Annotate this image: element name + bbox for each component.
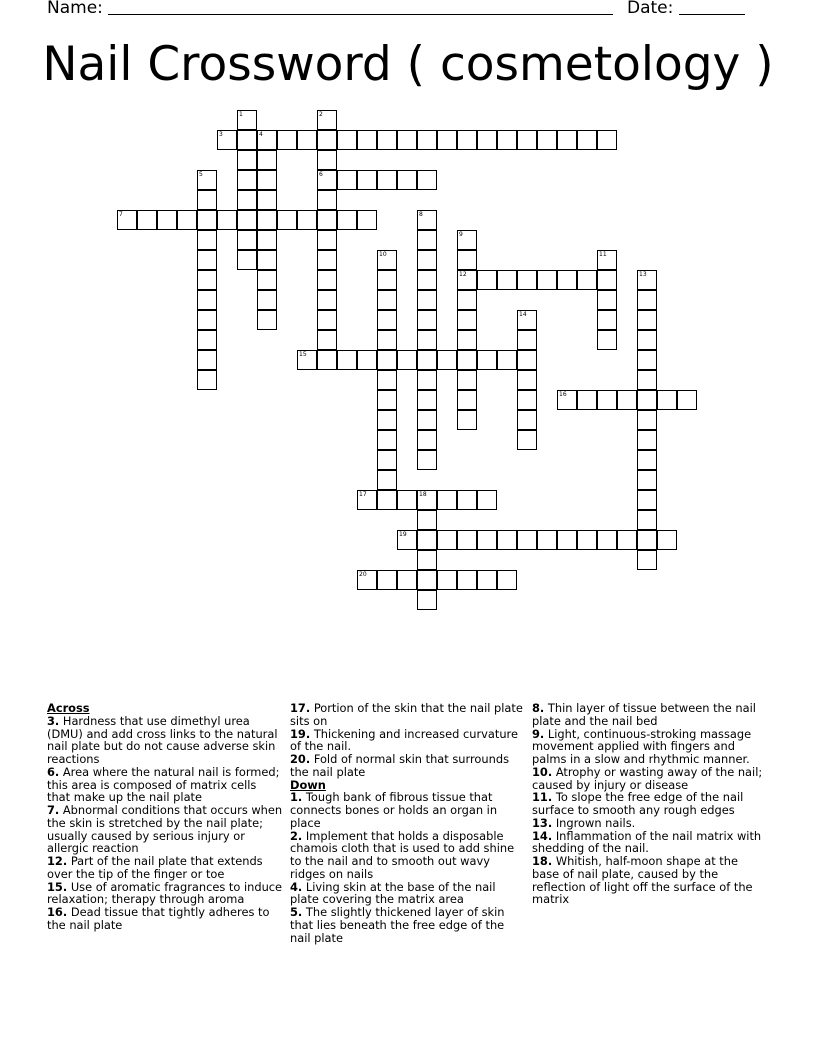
crossword-cell[interactable] xyxy=(637,490,657,510)
crossword-cell[interactable] xyxy=(417,130,437,150)
crossword-cell[interactable] xyxy=(197,330,217,350)
crossword-cell[interactable] xyxy=(377,250,397,270)
crossword-cell[interactable] xyxy=(417,290,437,310)
clue-number: 10 xyxy=(379,251,387,258)
crossword-cell[interactable] xyxy=(417,210,437,230)
crossword-cell[interactable] xyxy=(417,530,437,550)
crossword-cell[interactable] xyxy=(217,210,237,230)
crossword-cell[interactable] xyxy=(457,490,477,510)
crossword-cell[interactable] xyxy=(417,270,437,290)
crossword-cell[interactable] xyxy=(317,130,337,150)
crossword-cell[interactable] xyxy=(257,150,277,170)
crossword-cell[interactable] xyxy=(197,370,217,390)
down-clue: 4. Living skin at the base of the nail plate covering the matrix area xyxy=(290,879,496,907)
down-clue: 5. The slightly thickened layer of skin that lies beneath the free edge of the nail plate xyxy=(290,905,505,945)
crossword-cell[interactable] xyxy=(457,530,477,550)
crossword-cell[interactable] xyxy=(477,530,497,550)
crossword-cell[interactable] xyxy=(557,130,577,150)
across-heading: Across xyxy=(47,701,90,715)
crossword-cell[interactable] xyxy=(257,130,277,150)
crossword-cell[interactable] xyxy=(397,570,417,590)
down-clue: 1. Tough bank of fibrous tissue that connects bones or holds an organ in place xyxy=(290,790,498,830)
clue-number: 5 xyxy=(199,171,203,178)
crossword-cell[interactable] xyxy=(417,490,437,510)
crossword-cell[interactable] xyxy=(477,490,497,510)
crossword-cell[interactable] xyxy=(637,510,657,530)
crossword-cell[interactable] xyxy=(437,130,457,150)
crossword-cell[interactable] xyxy=(637,330,657,350)
crossword-cell[interactable] xyxy=(477,350,497,370)
clue-number: 16 xyxy=(559,391,567,398)
crossword-cell[interactable] xyxy=(277,210,297,230)
clue-number: 11 xyxy=(599,251,607,258)
crossword-cell[interactable] xyxy=(457,310,477,330)
clue-number: 7 xyxy=(119,211,123,218)
crossword-cell[interactable] xyxy=(457,230,477,250)
crossword-cell[interactable] xyxy=(457,130,477,150)
clue-number: 19 xyxy=(399,531,407,538)
crossword-cell[interactable] xyxy=(337,210,357,230)
crossword-cell[interactable] xyxy=(557,530,577,550)
crossword-cell[interactable] xyxy=(517,390,537,410)
clue-number: 13 xyxy=(639,271,647,278)
crossword-cell[interactable] xyxy=(377,270,397,290)
crossword-cell[interactable] xyxy=(517,370,537,390)
crossword-cell[interactable] xyxy=(417,450,437,470)
crossword-cell[interactable] xyxy=(517,530,537,550)
crossword-cell[interactable] xyxy=(597,130,617,150)
crossword-cell[interactable] xyxy=(477,130,497,150)
across-clue: 15. Use of aromatic fragrances to induce relaxation; therapy through aroma xyxy=(47,879,283,907)
crossword-cell[interactable] xyxy=(317,250,337,270)
crossword-cell[interactable] xyxy=(377,290,397,310)
crossword-cell[interactable] xyxy=(537,270,557,290)
crossword-cell[interactable] xyxy=(477,570,497,590)
crossword-cell[interactable] xyxy=(457,270,477,290)
crossword-cell[interactable] xyxy=(517,410,537,430)
crossword-cell[interactable] xyxy=(417,410,437,430)
across-clue: 3. Hardness that use dimethyl urea (DMU) and add cross links to the natural nail plate but do not cause adverse skin reactions xyxy=(47,713,278,766)
crossword-cell[interactable] xyxy=(417,430,437,450)
clue-number: 18 xyxy=(419,491,427,498)
crossword-cell[interactable] xyxy=(317,270,337,290)
down-clue: 2. Implement that holds a disposable chamois cloth that is used to add shine to the nail and to smooth out wavy ridges on nails xyxy=(290,828,515,881)
crossword-cell[interactable] xyxy=(357,490,377,510)
across-clue: 20. Fold of normal skin that surrounds the nail plate xyxy=(290,752,510,779)
crossword-cell[interactable] xyxy=(377,370,397,390)
down-clue: 13. Ingrown nails. xyxy=(532,815,636,830)
crossword-cell[interactable] xyxy=(597,390,617,410)
across-clue: 7. Abnormal conditions that occurs when the skin is stretched by the nail plate; usually caused by serious injury or allergic reaction xyxy=(47,803,283,856)
crossword-cell[interactable] xyxy=(537,530,557,550)
crossword-cell[interactable] xyxy=(597,530,617,550)
crossword-cell[interactable] xyxy=(397,350,417,370)
crossword-cell[interactable] xyxy=(317,210,337,230)
crossword-cell[interactable] xyxy=(597,330,617,350)
crossword-cell[interactable] xyxy=(197,290,217,310)
crossword-cell[interactable] xyxy=(417,570,437,590)
crossword-cell[interactable] xyxy=(437,350,457,370)
crossword-cell[interactable] xyxy=(537,130,557,150)
crossword-cell[interactable] xyxy=(377,410,397,430)
crossword-cell[interactable] xyxy=(237,190,257,210)
crossword-cell[interactable] xyxy=(237,250,257,270)
crossword-cell[interactable] xyxy=(317,170,337,190)
crossword-cell[interactable] xyxy=(457,370,477,390)
clue-number: 14 xyxy=(519,311,527,318)
crossword-cell[interactable] xyxy=(337,130,357,150)
crossword-cell[interactable] xyxy=(497,130,517,150)
crossword-cell[interactable] xyxy=(317,150,337,170)
crossword-cell[interactable] xyxy=(317,330,337,350)
crossword-cell[interactable] xyxy=(417,330,437,350)
date-line[interactable] xyxy=(679,0,745,15)
crossword-cell[interactable] xyxy=(197,190,217,210)
crossword-cell[interactable] xyxy=(317,290,337,310)
date-field[interactable] xyxy=(627,0,745,18)
crossword-cell[interactable] xyxy=(517,330,537,350)
crossword-cell[interactable] xyxy=(637,390,657,410)
crossword-cell[interactable] xyxy=(397,530,417,550)
crossword-cell[interactable] xyxy=(317,350,337,370)
crossword-cell[interactable] xyxy=(557,270,577,290)
crossword-cell[interactable] xyxy=(237,150,257,170)
crossword-cell[interactable] xyxy=(517,430,537,450)
crossword-cell[interactable] xyxy=(497,530,517,550)
crossword-cell[interactable] xyxy=(597,310,617,330)
clues-column-1 xyxy=(47,702,283,932)
crossword-cell[interactable] xyxy=(197,310,217,330)
crossword-cell[interactable] xyxy=(197,170,217,190)
crossword-cell[interactable] xyxy=(377,390,397,410)
down-clue: 10. Atrophy or wasting away of the nail; caused by injury or disease xyxy=(532,764,763,792)
crossword-cell[interactable] xyxy=(577,130,597,150)
crossword-cell[interactable] xyxy=(637,430,657,450)
crossword-cell[interactable] xyxy=(457,570,477,590)
crossword-cell[interactable] xyxy=(497,350,517,370)
crossword-cell[interactable] xyxy=(657,390,677,410)
crossword-cell[interactable] xyxy=(377,310,397,330)
crossword-cell[interactable] xyxy=(577,270,597,290)
crossword-cell[interactable] xyxy=(457,390,477,410)
crossword-cell[interactable] xyxy=(397,170,417,190)
crossword-cell[interactable] xyxy=(217,130,237,150)
down-clue: 18. Whitish, half-moon shape at the base of nail plate, caused by the reflection of light off the surface of the matrix xyxy=(532,854,753,907)
crossword-cell[interactable] xyxy=(437,490,457,510)
crossword-cell[interactable] xyxy=(617,530,637,550)
name-line[interactable] xyxy=(108,0,613,15)
crossword-cell[interactable] xyxy=(257,230,277,250)
crossword-cell[interactable] xyxy=(417,510,437,530)
crossword-cell[interactable] xyxy=(197,210,217,230)
crossword-cell[interactable] xyxy=(417,250,437,270)
crossword-cell[interactable] xyxy=(517,130,537,150)
clue-number: 20 xyxy=(359,571,367,578)
crossword-cell[interactable] xyxy=(197,230,217,250)
crossword-cell[interactable] xyxy=(377,330,397,350)
down-clue: 8. Thin layer of tissue between the nail plate and the nail bed xyxy=(532,701,756,728)
crossword-cell[interactable] xyxy=(417,390,437,410)
crossword-cell[interactable] xyxy=(377,450,397,470)
crossword-cell[interactable] xyxy=(237,230,257,250)
crossword-cell[interactable] xyxy=(237,110,257,130)
crossword-cell[interactable] xyxy=(497,570,517,590)
crossword-cell[interactable] xyxy=(317,110,337,130)
crossword-cell[interactable] xyxy=(577,530,597,550)
crossword-cell[interactable] xyxy=(517,350,537,370)
clue-number: 8 xyxy=(419,211,423,218)
crossword-cell[interactable] xyxy=(497,270,517,290)
crossword-cell[interactable] xyxy=(637,270,657,290)
crossword-cell[interactable] xyxy=(397,490,417,510)
crossword-cell[interactable] xyxy=(637,550,657,570)
crossword-cell[interactable] xyxy=(437,530,457,550)
crossword-cell[interactable] xyxy=(297,350,317,370)
crossword-cell[interactable] xyxy=(357,210,377,230)
crossword-cell[interactable] xyxy=(657,530,677,550)
crossword-cell[interactable] xyxy=(677,390,697,410)
across-clue: 16. Dead tissue that tightly adheres to the nail plate xyxy=(47,905,270,932)
crossword-cell[interactable] xyxy=(297,210,317,230)
crossword-cell[interactable] xyxy=(417,590,437,610)
crossword-cell[interactable] xyxy=(637,290,657,310)
crossword-cell[interactable] xyxy=(157,210,177,230)
crossword-cell[interactable] xyxy=(377,430,397,450)
crossword-cell[interactable] xyxy=(457,250,477,270)
crossword-cell[interactable] xyxy=(557,390,577,410)
crossword-cell[interactable] xyxy=(257,270,277,290)
crossword-cell[interactable] xyxy=(357,170,377,190)
crossword-cell[interactable] xyxy=(417,350,437,370)
clue-number: 2 xyxy=(319,111,323,118)
crossword-cell[interactable] xyxy=(637,370,657,390)
crossword-cell[interactable] xyxy=(597,270,617,290)
across-clue: 17. Portion of the skin that the nail plate sits on xyxy=(290,701,523,728)
crossword-cell[interactable] xyxy=(637,530,657,550)
crossword-cell[interactable] xyxy=(637,470,657,490)
crossword-cell[interactable] xyxy=(337,350,357,370)
across-clue-list xyxy=(47,715,283,932)
crossword-cell[interactable] xyxy=(597,290,617,310)
down-clue: 14. Inflammation of the nail matrix with shedding of the nail. xyxy=(532,828,762,856)
crossword-cell[interactable] xyxy=(297,130,317,150)
crossword-cell[interactable] xyxy=(577,390,597,410)
crossword-cell[interactable] xyxy=(317,310,337,330)
crossword-cell[interactable] xyxy=(417,230,437,250)
down-clue: 11. To slope the free edge of the nail surface to smooth any rough edges xyxy=(532,790,744,817)
crossword-cell[interactable] xyxy=(437,570,457,590)
name-field[interactable] xyxy=(47,0,613,18)
crossword-cell[interactable] xyxy=(257,290,277,310)
crossword-cell[interactable] xyxy=(357,570,377,590)
crossword-cell[interactable] xyxy=(197,350,217,370)
crossword-cell[interactable] xyxy=(457,290,477,310)
down-heading: Down xyxy=(290,777,326,792)
crossword-cell[interactable] xyxy=(257,310,277,330)
clue-number: 9 xyxy=(459,231,463,238)
crossword-cell[interactable] xyxy=(517,270,537,290)
page-title: Nail Crossword ( cosmetology ) xyxy=(42,37,774,92)
clue-number: 1 xyxy=(239,111,243,118)
crossword-cell[interactable] xyxy=(637,310,657,330)
clue-number: 3 xyxy=(219,131,223,138)
crossword-cell[interactable] xyxy=(377,130,397,150)
crossword-cell[interactable] xyxy=(177,210,197,230)
clue-number: 6 xyxy=(319,171,323,178)
crossword-cell[interactable] xyxy=(317,230,337,250)
across-clue: 12. Part of the nail plate that extends over the tip of the finger or toe xyxy=(47,854,263,881)
crossword-cell[interactable] xyxy=(317,190,337,210)
crossword-cell[interactable] xyxy=(337,170,357,190)
clues-column-2 xyxy=(290,702,526,944)
crossword-cell[interactable] xyxy=(457,350,477,370)
crossword-cell[interactable] xyxy=(257,210,277,230)
crossword-cell[interactable] xyxy=(257,250,277,270)
crossword-cell[interactable] xyxy=(477,270,497,290)
crossword-cell[interactable] xyxy=(377,350,397,370)
down-clue: 9. Light, continuous-stroking massage movement applied with fingers and palms in a slow and rhythmic manner. xyxy=(532,726,752,766)
crossword-cell[interactable] xyxy=(417,170,437,190)
crossword-cell[interactable] xyxy=(617,390,637,410)
across-clue: 6. Area where the natural nail is formed; this area is composed of matrix cells that make up the nail plate xyxy=(47,764,280,805)
crossword-cell[interactable] xyxy=(457,410,477,430)
crossword-cell[interactable] xyxy=(137,210,157,230)
crossword-cell[interactable] xyxy=(377,170,397,190)
crossword-cell[interactable] xyxy=(377,490,397,510)
crossword-cell[interactable] xyxy=(357,130,377,150)
crossword-cell[interactable] xyxy=(417,310,437,330)
clues-column-3 xyxy=(532,702,768,906)
crossword-cell[interactable] xyxy=(237,130,257,150)
clue-number: 15 xyxy=(299,351,307,358)
crossword-cell[interactable] xyxy=(357,350,377,370)
crossword-cell[interactable] xyxy=(397,130,417,150)
crossword-cell[interactable] xyxy=(457,330,477,350)
crossword-cell[interactable] xyxy=(197,270,217,290)
crossword-cell[interactable] xyxy=(417,370,437,390)
crossword-cell[interactable] xyxy=(517,310,537,330)
crossword-cell[interactable] xyxy=(637,450,657,470)
crossword-cell[interactable] xyxy=(377,570,397,590)
clue-number: 12 xyxy=(459,271,467,278)
crossword-cell[interactable] xyxy=(197,250,217,270)
across-clue: 19. Thickening and increased curvature of the nail. xyxy=(290,726,518,754)
crossword-cell[interactable] xyxy=(637,410,657,430)
crossword-cell[interactable] xyxy=(417,550,437,570)
date-label: Date: xyxy=(627,0,674,18)
crossword-cell[interactable] xyxy=(597,250,617,270)
crossword-cell[interactable] xyxy=(237,170,257,190)
crossword-cell[interactable] xyxy=(117,210,137,230)
crossword-cell[interactable] xyxy=(257,170,277,190)
crossword-cell[interactable] xyxy=(637,350,657,370)
clue-number: 4 xyxy=(259,131,263,138)
crossword-cell[interactable] xyxy=(257,190,277,210)
crossword-cell[interactable] xyxy=(237,210,257,230)
clue-number: 17 xyxy=(359,491,367,498)
crossword-cell[interactable] xyxy=(377,470,397,490)
name-label: Name: xyxy=(47,0,103,18)
crossword-cell[interactable] xyxy=(277,130,297,150)
